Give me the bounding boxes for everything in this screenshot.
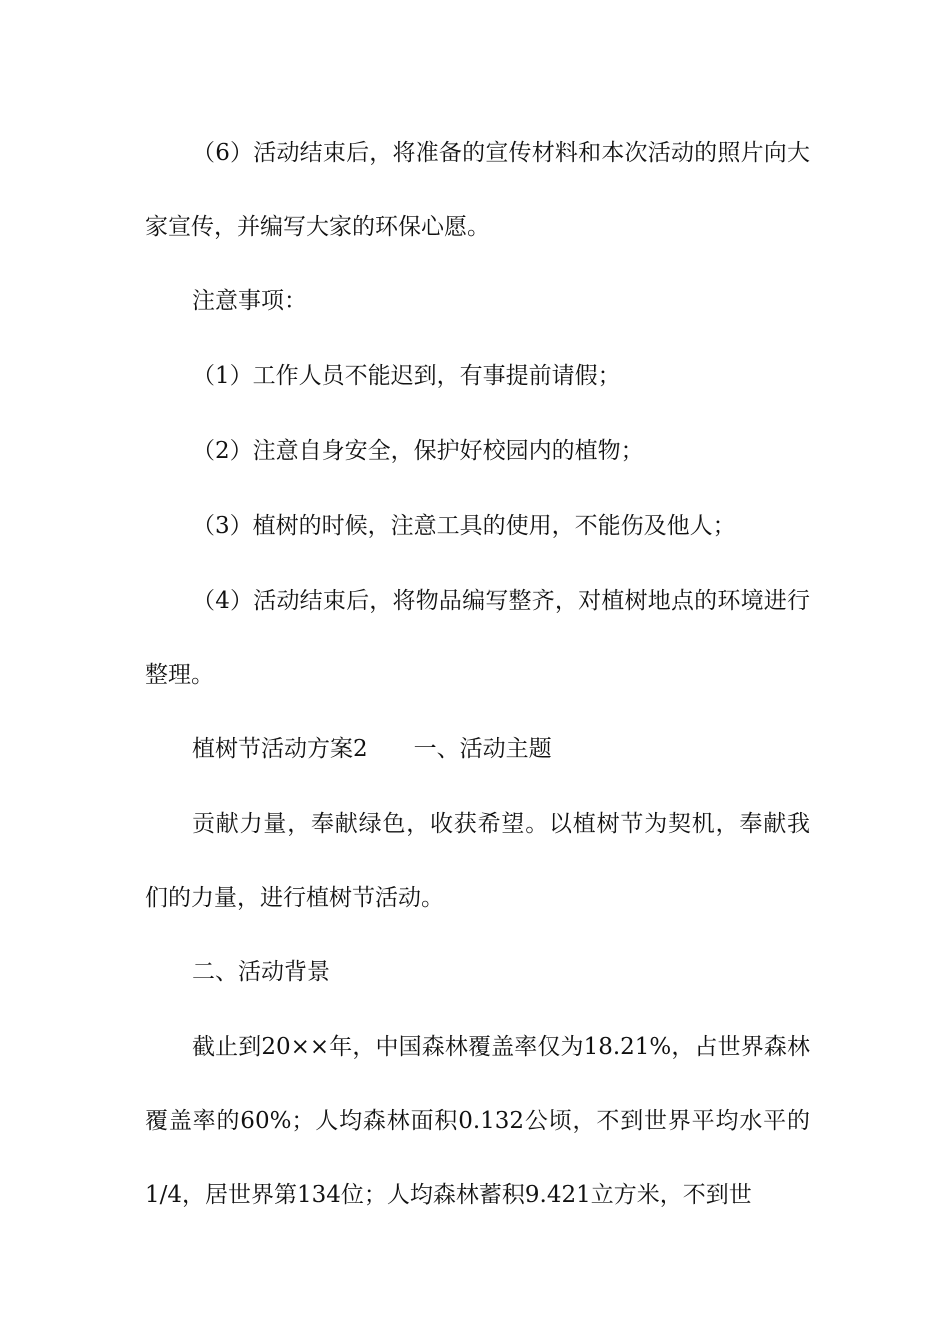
paragraph-note-3: （3）植树的时候，注意工具的使用，不能伤及他人； <box>192 513 736 539</box>
paragraph-note-4: （4）活动结束后，将物品编写整齐，对植树地点的环境进行整理。 <box>145 588 810 688</box>
paragraph-plan-2-title <box>145 712 810 786</box>
paragraph-activity-end-6: （6）活动结束后，将准备的宣传材料和本次活动的照片向大家宣传，并编写大家的环保心愿。 <box>145 140 810 240</box>
paragraph-background-body: 截止到20××年，中国森林覆盖率仅为18.21%，占世界森林覆盖率的60%；人均森林面积0.132公顷，不到世界平均水平的1/4，居世界第134位；人均森林蓄积9.421立方米，不到世 <box>145 1034 810 1208</box>
paragraph-note-2: （2）注意自身安全，保护好校园内的植物； <box>192 438 644 464</box>
paragraph-background-heading: 二、活动背景 <box>192 959 330 985</box>
plan-title: 植树节活动方案2 <box>192 736 368 762</box>
section-theme-heading: 一、活动主题 <box>413 736 552 762</box>
paragraph-note-1: （1）工作人员不能迟到，有事提前请假； <box>192 363 621 389</box>
paragraph-notes-heading: 注意事项： <box>192 288 307 314</box>
paragraph-theme-body: 贡献力量，奉献绿色，收获希望。以植树节为契机，奉献我们的力量，进行植树节活动。 <box>145 811 810 911</box>
